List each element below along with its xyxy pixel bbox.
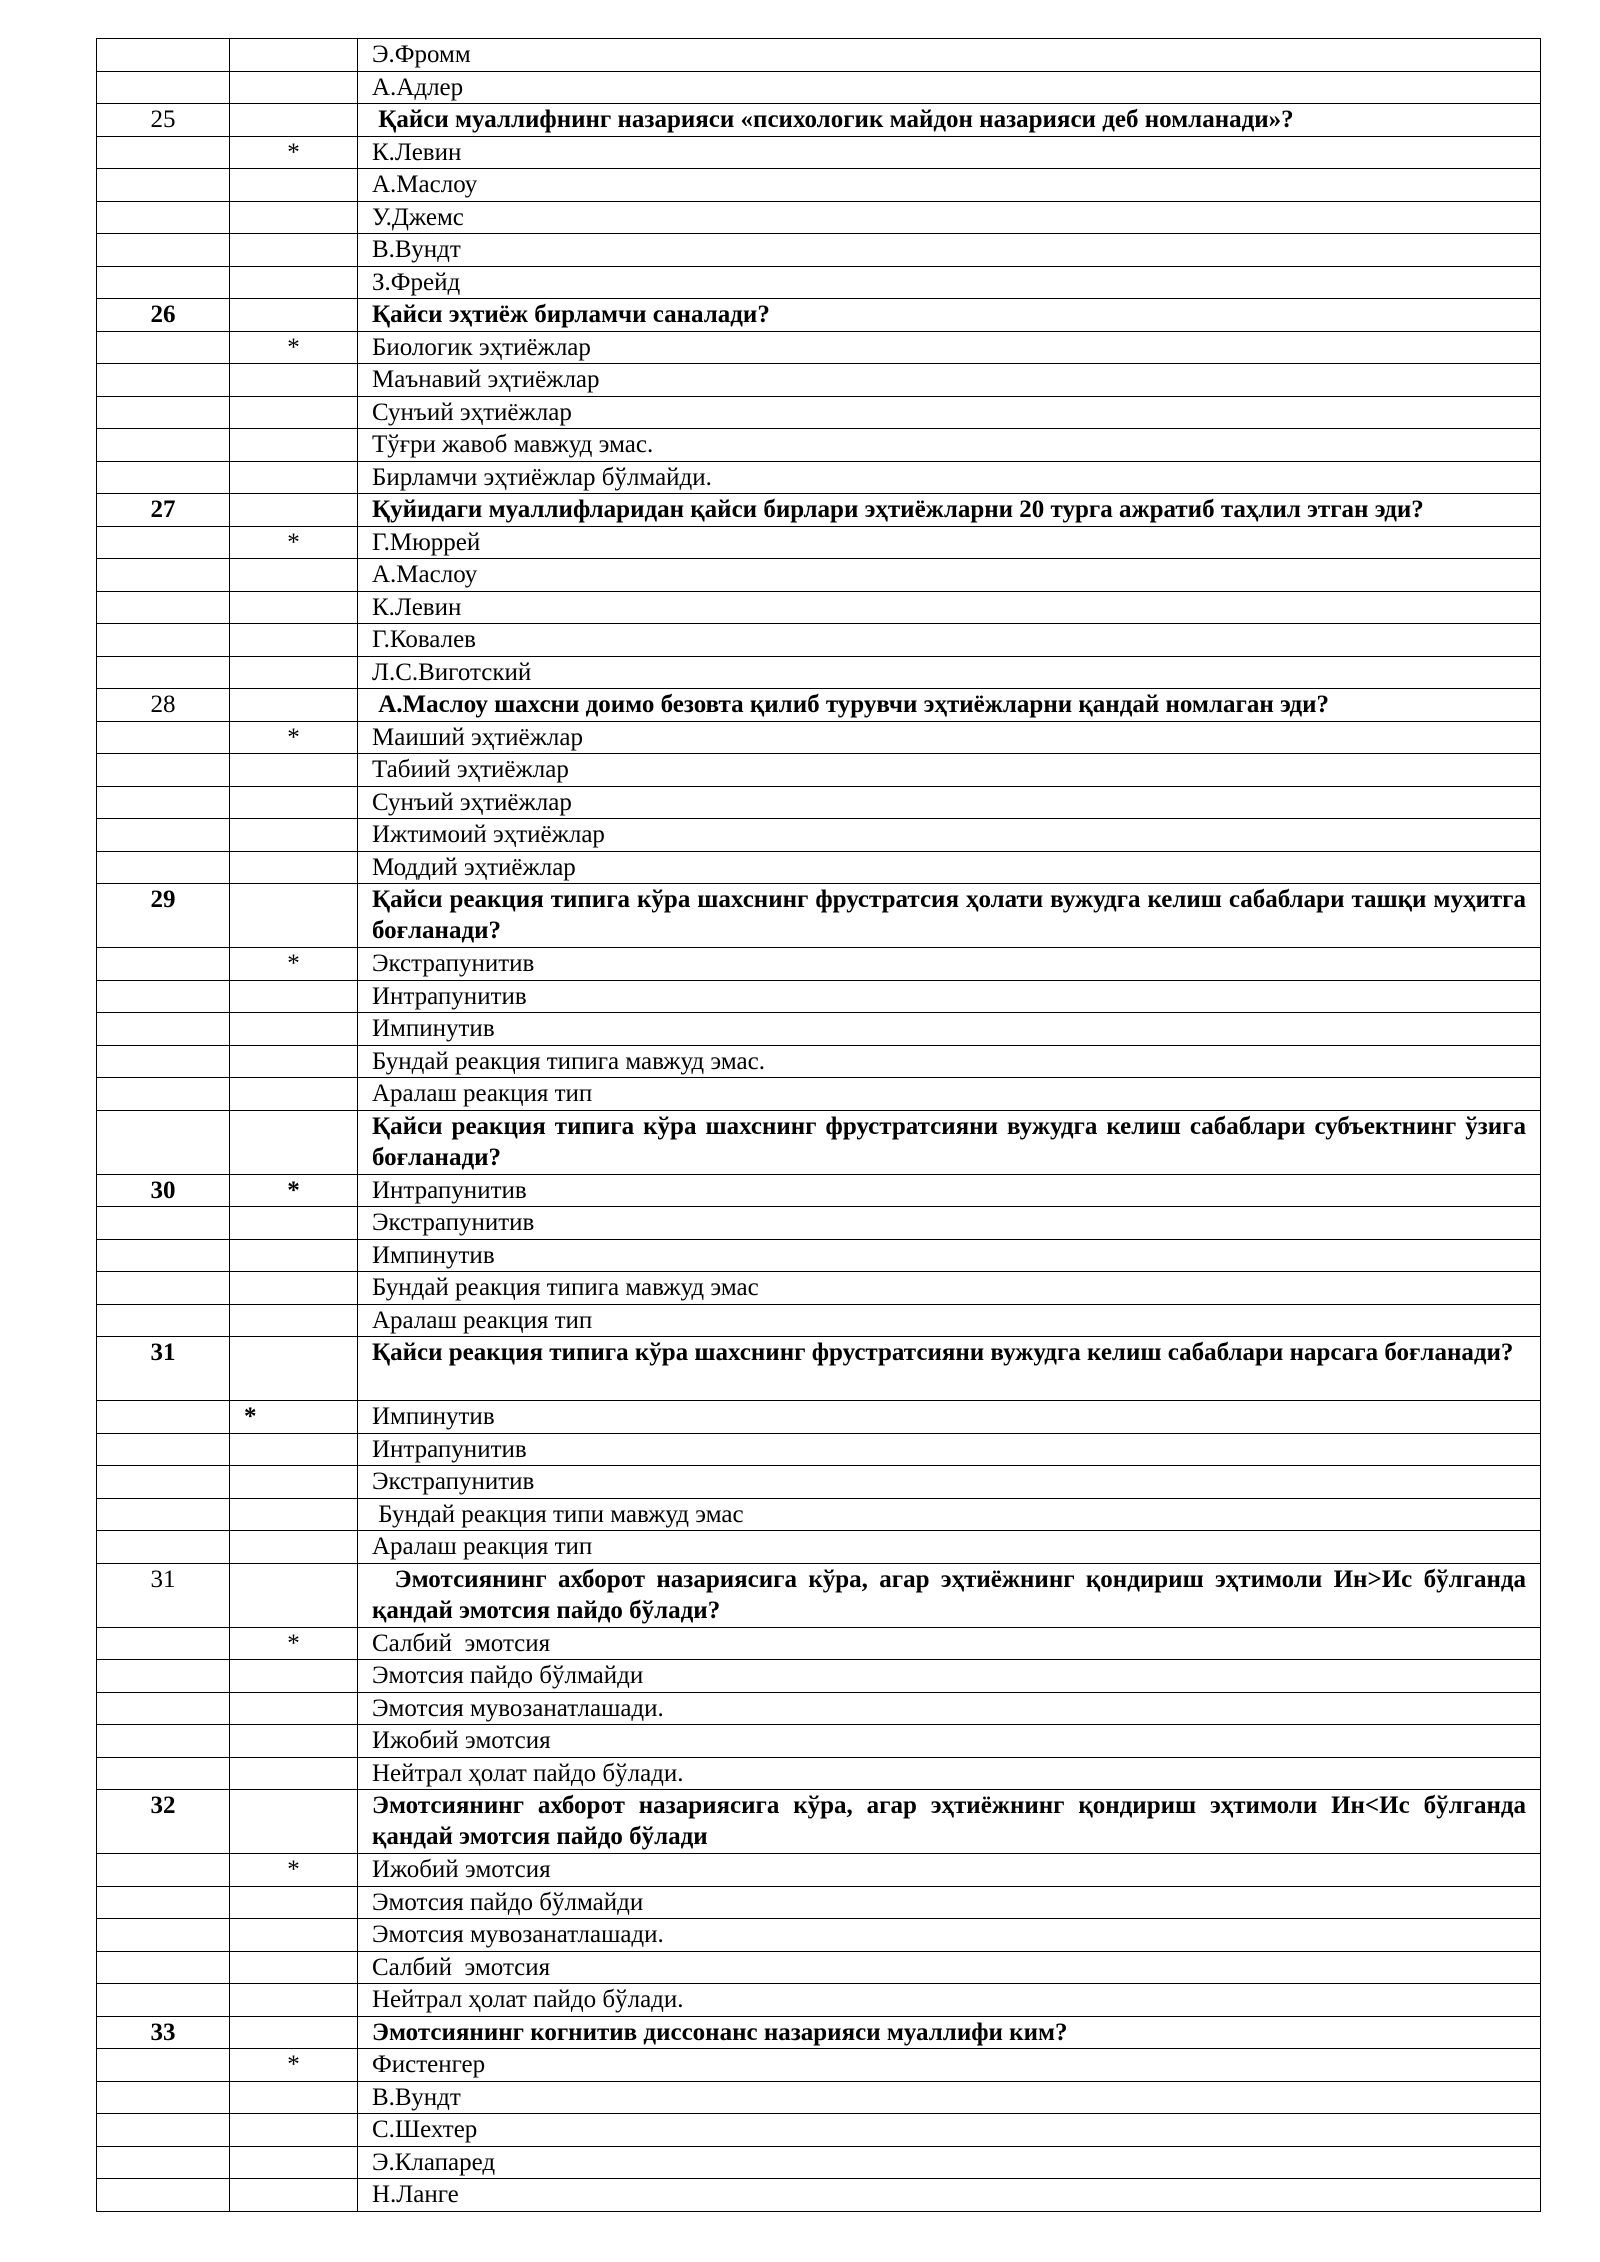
correct-answer-mark-cell <box>230 1725 358 1758</box>
correct-answer-mark-cell <box>230 851 358 884</box>
correct-answer-mark-cell <box>230 591 358 624</box>
answer-row <box>97 169 1541 202</box>
question-text-cell: Қайси эҳтиёж бирламчи саналади? <box>358 299 1541 332</box>
correct-answer-mark-cell <box>230 1790 358 1854</box>
answer-row <box>97 39 1541 72</box>
answer-row <box>97 2146 1541 2179</box>
correct-answer-mark-cell <box>230 1110 358 1174</box>
question-number-cell <box>97 2114 230 2147</box>
answer-row <box>97 526 1541 559</box>
question-number-cell <box>97 851 230 884</box>
question-number-cell <box>97 331 230 364</box>
answer-row <box>97 754 1541 787</box>
correct-answer-mark-cell <box>230 429 358 462</box>
question-row <box>97 494 1541 527</box>
answer-row <box>97 364 1541 397</box>
answer-row <box>97 1660 1541 1693</box>
question-number-cell <box>97 819 230 852</box>
correct-answer-mark-cell <box>230 689 358 722</box>
question-number-cell <box>97 1239 230 1272</box>
question-text-cell: Қайси реакция типига кўра шахснинг фрустратсияни вужудга келиш сабаблари нарсага боғланади? <box>358 1337 1541 1401</box>
answer-option-cell: К.Левин <box>358 136 1541 169</box>
correct-answer-mark-cell <box>230 2016 358 2049</box>
question-number-cell <box>97 1110 230 1174</box>
question-number-cell <box>97 624 230 657</box>
question-number-cell <box>97 364 230 397</box>
correct-answer-mark-cell <box>230 299 358 332</box>
correct-answer-mark-cell <box>230 266 358 299</box>
answer-option-cell: Л.С.Виготский <box>358 656 1541 689</box>
answer-option-cell: У.Джемс <box>358 201 1541 234</box>
correct-answer-mark-cell: * <box>230 721 358 754</box>
answer-option-cell: Аралаш реакция тип <box>358 1304 1541 1337</box>
answer-row <box>97 819 1541 852</box>
answer-option-cell: Фистенгер <box>358 2049 1541 2082</box>
question-text-cell: Қуйидаги муаллифларидан қайси бирлари эҳтиёжларни 20 турга ажратиб таҳлил этган эди? <box>358 494 1541 527</box>
question-number-cell <box>97 1757 230 1790</box>
correct-answer-mark-cell <box>230 1272 358 1305</box>
answer-row <box>97 1919 1541 1952</box>
question-number-cell <box>97 1466 230 1499</box>
correct-answer-mark-cell <box>230 1886 358 1919</box>
answer-row <box>97 2081 1541 2114</box>
question-number-cell <box>97 1045 230 1078</box>
answer-option-cell: А.Маслоу <box>358 559 1541 592</box>
question-text-cell: Эмотсиянинг ахборот назариясига кўра, агар эҳтиёжнинг қондириш эҳтимоли Ин>Ис бўлганда қандай эмотсия пайдо бўлади? <box>358 1563 1541 1627</box>
question-number-cell <box>97 2049 230 2082</box>
answer-row <box>97 721 1541 754</box>
question-number-cell <box>97 754 230 787</box>
correct-answer-mark-cell <box>230 1466 358 1499</box>
question-number-cell: 32 <box>97 1790 230 1854</box>
question-number-cell: 25 <box>97 104 230 137</box>
answer-row <box>97 1498 1541 1531</box>
correct-answer-mark-cell <box>230 71 358 104</box>
question-text-cell: Қайси реакция типига кўра шахснинг фрустратсия ҳолати вужудга келиш сабаблари ташқи муҳитга боғланади? <box>358 884 1541 948</box>
answer-option-cell: Бундай реакция типига мавжуд эмас <box>358 1272 1541 1305</box>
answer-option-cell: В.Вундт <box>358 2081 1541 2114</box>
correct-answer-mark-cell <box>230 1337 358 1401</box>
answer-option-cell: Интрапунитив <box>358 1174 1541 1207</box>
question-number-cell <box>97 526 230 559</box>
question-number-cell <box>97 1401 230 1434</box>
question-number-cell <box>97 39 230 72</box>
answer-row <box>97 624 1541 657</box>
answer-option-cell: Моддий эҳтиёжлар <box>358 851 1541 884</box>
answer-row <box>97 980 1541 1013</box>
answer-row <box>97 2179 1541 2212</box>
answer-option-cell: Сунъий эҳтиёжлар <box>358 396 1541 429</box>
answer-option-cell: А.Маслоу <box>358 169 1541 202</box>
question-row <box>97 689 1541 722</box>
question-number-cell <box>97 2146 230 2179</box>
question-number-cell <box>97 1433 230 1466</box>
question-number-cell <box>97 1078 230 1111</box>
answer-option-cell: Импинутив <box>358 1239 1541 1272</box>
question-number-cell <box>97 1304 230 1337</box>
question-number-cell <box>97 1498 230 1531</box>
answer-option-cell: Эмотсия мувозанатлашади. <box>358 1919 1541 1952</box>
quiz-sheet <box>96 38 1540 2212</box>
answer-option-cell: Э.Фромм <box>358 39 1541 72</box>
correct-answer-mark-cell <box>230 364 358 397</box>
question-number-cell <box>97 201 230 234</box>
question-number-cell <box>97 2179 230 2212</box>
question-number-cell: 31 <box>97 1563 230 1627</box>
answer-row <box>97 591 1541 624</box>
answer-option-cell: С.Шехтер <box>358 2114 1541 2147</box>
answer-option-cell: А.Адлер <box>358 71 1541 104</box>
question-row <box>97 299 1541 332</box>
answer-row <box>97 1013 1541 1046</box>
question-number-cell <box>97 234 230 267</box>
answer-row <box>97 1433 1541 1466</box>
answer-option-cell: Сунъий эҳтиёжлар <box>358 786 1541 819</box>
correct-answer-mark-cell <box>230 169 358 202</box>
question-row <box>97 1337 1541 1401</box>
correct-answer-mark-cell: * <box>230 331 358 364</box>
question-number-cell <box>97 71 230 104</box>
answer-row <box>97 396 1541 429</box>
question-number-cell <box>97 980 230 1013</box>
question-row <box>97 884 1541 948</box>
answer-row <box>97 1174 1541 1207</box>
question-number-cell <box>97 591 230 624</box>
correct-answer-mark-cell <box>230 884 358 948</box>
answer-option-cell: Импинутив <box>358 1013 1541 1046</box>
answer-row <box>97 331 1541 364</box>
answer-row <box>97 1531 1541 1564</box>
answer-option-cell: Аралаш реакция тип <box>358 1078 1541 1111</box>
question-number-cell <box>97 1984 230 2017</box>
question-number-cell <box>97 559 230 592</box>
question-number-cell <box>97 169 230 202</box>
correct-answer-mark-cell <box>230 1304 358 1337</box>
answer-row <box>97 234 1541 267</box>
correct-answer-mark-cell: * <box>230 2049 358 2082</box>
question-number-cell <box>97 721 230 754</box>
correct-answer-mark-cell <box>230 1531 358 1564</box>
correct-answer-mark-cell <box>230 1951 358 1984</box>
answer-option-cell: Н.Ланге <box>358 2179 1541 2212</box>
correct-answer-mark-cell <box>230 104 358 137</box>
answer-option-cell: В.Вундт <box>358 234 1541 267</box>
answer-row <box>97 851 1541 884</box>
answer-option-cell: Табиий эҳтиёжлар <box>358 754 1541 787</box>
answer-row <box>97 1757 1541 1790</box>
correct-answer-mark-cell <box>230 1919 358 1952</box>
answer-option-cell: Нейтрал ҳолат пайдо бўлади. <box>358 1757 1541 1790</box>
correct-answer-mark-cell <box>230 2179 358 2212</box>
correct-answer-mark-cell: * <box>230 526 358 559</box>
question-number-cell: 26 <box>97 299 230 332</box>
answer-row <box>97 1466 1541 1499</box>
answer-row <box>97 1984 1541 2017</box>
correct-answer-mark-cell <box>230 1757 358 1790</box>
answer-option-cell: Нейтрал ҳолат пайдо бўлади. <box>358 1984 1541 2017</box>
correct-answer-mark-cell <box>230 980 358 1013</box>
question-number-cell <box>97 1627 230 1660</box>
question-number-cell <box>97 1272 230 1305</box>
correct-answer-mark-cell <box>230 1498 358 1531</box>
answer-option-cell: Экстрапунитив <box>358 1207 1541 1240</box>
question-number-cell <box>97 1207 230 1240</box>
correct-answer-mark-cell <box>230 656 358 689</box>
answer-row <box>97 136 1541 169</box>
answer-row <box>97 1627 1541 1660</box>
question-number-cell <box>97 948 230 981</box>
answer-row <box>97 1692 1541 1725</box>
question-number-cell <box>97 429 230 462</box>
question-row <box>97 1563 1541 1627</box>
correct-answer-mark-cell <box>230 1660 358 1693</box>
question-number-cell: 33 <box>97 2016 230 2049</box>
correct-answer-mark-cell <box>230 2114 358 2147</box>
answer-option-cell: Бирламчи эҳтиёжлар бўлмайди. <box>358 461 1541 494</box>
correct-answer-mark-cell <box>230 559 358 592</box>
correct-answer-mark-cell <box>230 1433 358 1466</box>
answer-option-cell: Экстрапунитив <box>358 948 1541 981</box>
correct-answer-mark-cell <box>230 819 358 852</box>
question-number-cell <box>97 1886 230 1919</box>
answer-option-cell: Тўғри жавоб мавжуд эмас. <box>358 429 1541 462</box>
answer-row <box>97 656 1541 689</box>
answer-row <box>97 201 1541 234</box>
answer-row <box>97 1045 1541 1078</box>
correct-answer-mark-cell <box>230 1239 358 1272</box>
question-text-cell: Қайси муаллифнинг назарияси «психологик майдон назарияси деб номланади»? <box>358 104 1541 137</box>
question-number-cell <box>97 1531 230 1564</box>
answer-option-cell: Г.Мюррей <box>358 526 1541 559</box>
correct-answer-mark-cell: * <box>230 948 358 981</box>
correct-answer-mark-cell <box>230 786 358 819</box>
correct-answer-mark-cell <box>230 461 358 494</box>
question-number-cell <box>97 461 230 494</box>
question-number-cell <box>97 1660 230 1693</box>
question-number-cell <box>97 786 230 819</box>
answer-row <box>97 1304 1541 1337</box>
answer-option-cell: Эмотсия пайдо бўлмайди <box>358 1886 1541 1919</box>
correct-answer-mark-cell <box>230 1207 358 1240</box>
correct-answer-mark-cell: * <box>230 1401 358 1434</box>
answer-row <box>97 559 1541 592</box>
question-number-cell <box>97 656 230 689</box>
answer-option-cell: Экстрапунитив <box>358 1466 1541 1499</box>
answer-option-cell: Ижобий эмотсия <box>358 1854 1541 1887</box>
answer-option-cell: Интрапунитив <box>358 980 1541 1013</box>
question-number-cell <box>97 1919 230 1952</box>
question-number-cell: 27 <box>97 494 230 527</box>
answer-row <box>97 786 1541 819</box>
correct-answer-mark-cell <box>230 2146 358 2179</box>
correct-answer-mark-cell <box>230 39 358 72</box>
correct-answer-mark-cell <box>230 1013 358 1046</box>
question-text-cell: Эмотсиянинг ахборот назариясига кўра, агар эҳтиёжнинг қондириш эҳтимоли Ин<Ис бўлганда қандай эмотсия пайдо бўлади <box>358 1790 1541 1854</box>
question-number-cell <box>97 136 230 169</box>
answer-row <box>97 1725 1541 1758</box>
answer-option-cell: Салбий эмотсия <box>358 1951 1541 1984</box>
correct-answer-mark-cell <box>230 1045 358 1078</box>
correct-answer-mark-cell: * <box>230 1854 358 1887</box>
answer-row <box>97 1951 1541 1984</box>
question-number-cell: 28 <box>97 689 230 722</box>
answer-option-cell: З.Фрейд <box>358 266 1541 299</box>
answer-option-cell: Ижобий эмотсия <box>358 1725 1541 1758</box>
correct-answer-mark-cell <box>230 396 358 429</box>
correct-answer-mark-cell <box>230 1692 358 1725</box>
question-number-cell <box>97 1692 230 1725</box>
question-row <box>97 104 1541 137</box>
question-text-cell: Эмотсиянинг когнитив диссонанс назарияси муаллифи ким? <box>358 2016 1541 2049</box>
correct-answer-mark-cell <box>230 201 358 234</box>
answer-option-cell: Маиший эҳтиёжлар <box>358 721 1541 754</box>
question-text-cell: А.Маслоу шахсни доимо безовта қилиб турувчи эҳтиёжларни қандай номлаган эди? <box>358 689 1541 722</box>
question-number-cell <box>97 396 230 429</box>
answer-row <box>97 71 1541 104</box>
question-number-cell: 30 <box>97 1174 230 1207</box>
answer-row <box>97 1207 1541 1240</box>
answer-row <box>97 948 1541 981</box>
answer-option-cell: Интрапунитив <box>358 1433 1541 1466</box>
correct-answer-mark-cell <box>230 1984 358 2017</box>
answer-option-cell: Импинутив <box>358 1401 1541 1434</box>
correct-answer-mark-cell <box>230 754 358 787</box>
answer-option-cell: Маънавий эҳтиёжлар <box>358 364 1541 397</box>
answer-row <box>97 2049 1541 2082</box>
answer-option-cell: Аралаш реакция тип <box>358 1531 1541 1564</box>
answer-option-cell: К.Левин <box>358 591 1541 624</box>
question-text-cell: Қайси реакция типига кўра шахснинг фрустратсияни вужудга келиш сабаблари субъектнинг ўзига боғланади? <box>358 1110 1541 1174</box>
correct-answer-mark-cell: * <box>230 1174 358 1207</box>
quiz-table <box>96 38 1541 2212</box>
answer-row <box>97 2114 1541 2147</box>
answer-row <box>97 1401 1541 1434</box>
correct-answer-mark-cell <box>230 624 358 657</box>
answer-option-cell: Бундай реакция типи мавжуд эмас <box>358 1498 1541 1531</box>
question-row <box>97 2016 1541 2049</box>
correct-answer-mark-cell <box>230 494 358 527</box>
answer-option-cell: Э.Клапаред <box>358 2146 1541 2179</box>
correct-answer-mark-cell <box>230 2081 358 2114</box>
correct-answer-mark-cell <box>230 1563 358 1627</box>
question-number-cell <box>97 1854 230 1887</box>
answer-row <box>97 429 1541 462</box>
answer-option-cell: Биологик эҳтиёжлар <box>358 331 1541 364</box>
question-number-cell <box>97 1013 230 1046</box>
answer-row <box>97 1886 1541 1919</box>
answer-option-cell: Эмотсия мувозанатлашади. <box>358 1692 1541 1725</box>
question-number-cell <box>97 1951 230 1984</box>
answer-row <box>97 266 1541 299</box>
answer-row <box>97 1272 1541 1305</box>
answer-option-cell: Салбий эмотсия <box>358 1627 1541 1660</box>
correct-answer-mark-cell: * <box>230 1627 358 1660</box>
answer-row <box>97 1239 1541 1272</box>
answer-row <box>97 1854 1541 1887</box>
answer-option-cell: Ижтимоий эҳтиёжлар <box>358 819 1541 852</box>
question-number-cell <box>97 266 230 299</box>
answer-row <box>97 461 1541 494</box>
question-number-cell: 29 <box>97 884 230 948</box>
answer-option-cell: Бундай реакция типига мавжуд эмас. <box>358 1045 1541 1078</box>
answer-option-cell: Г.Ковалев <box>358 624 1541 657</box>
correct-answer-mark-cell: * <box>230 136 358 169</box>
question-number-cell <box>97 2081 230 2114</box>
answer-option-cell: Эмотсия пайдо бўлмайди <box>358 1660 1541 1693</box>
question-row <box>97 1790 1541 1854</box>
correct-answer-mark-cell <box>230 1078 358 1111</box>
correct-answer-mark-cell <box>230 234 358 267</box>
question-row <box>97 1110 1541 1174</box>
question-number-cell <box>97 1725 230 1758</box>
quiz-table-body <box>97 39 1541 2212</box>
question-number-cell: 31 <box>97 1337 230 1401</box>
answer-row <box>97 1078 1541 1111</box>
